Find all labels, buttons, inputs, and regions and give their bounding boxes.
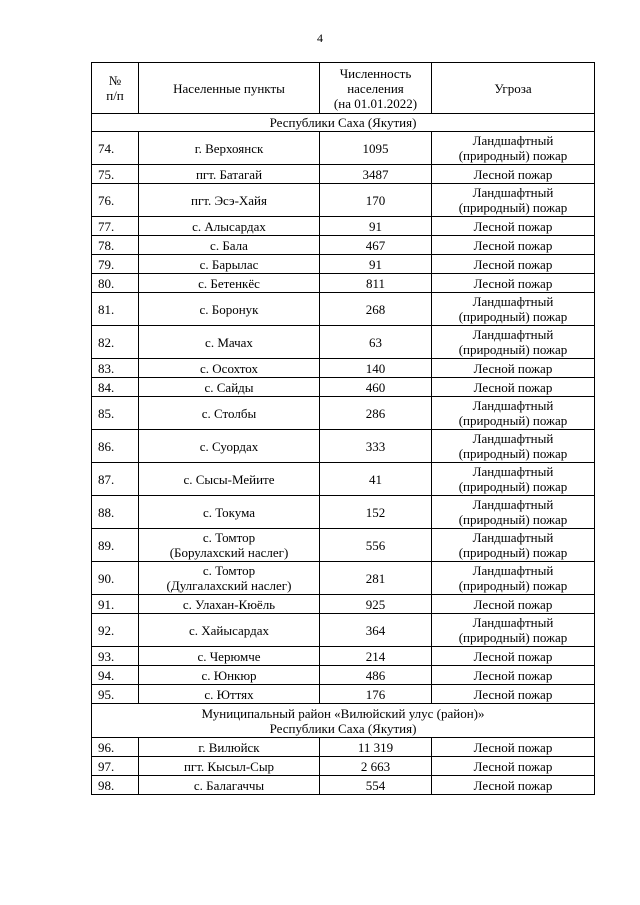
- header-pop-line: (на 01.01.2022): [333, 95, 418, 111]
- row-number: 76.: [92, 184, 139, 217]
- threat-line: (природный) пожар: [458, 200, 568, 215]
- settlement-name: [139, 165, 320, 184]
- threat: [432, 614, 595, 647]
- threat-line: (природный) пожар: [458, 479, 568, 494]
- page-number: 4: [317, 31, 323, 45]
- settlement-name: [139, 326, 320, 359]
- table-row: [92, 463, 595, 496]
- settlement-name-line: с. Бетенкёс: [198, 275, 260, 291]
- settlement-name: [139, 430, 320, 463]
- table-row: [92, 236, 595, 255]
- settlement-name-line: г. Верхоянск: [194, 140, 264, 156]
- threat-line: (природный) пожар: [458, 309, 568, 324]
- settlement-name-line: с. Хайысардах: [188, 622, 270, 638]
- header-name: Населенные пункты: [139, 63, 320, 114]
- threat-line: Лесной пожар: [473, 360, 553, 376]
- population: 364: [320, 614, 432, 647]
- threat-line: (природный) пожар: [458, 148, 568, 163]
- table-row: [92, 685, 595, 704]
- threat-line: Ландшафтный: [472, 497, 554, 512]
- row-number: 80.: [92, 274, 139, 293]
- settlement-name-line: пгт. Эсэ-Хайя: [190, 192, 267, 208]
- settlement-name-line: с. Алысардах: [192, 218, 266, 234]
- row-number: 89.: [92, 529, 139, 562]
- population: 556: [320, 529, 432, 562]
- section-row: [92, 114, 595, 132]
- settlement-name: [139, 529, 320, 562]
- table-header-row: [92, 63, 595, 114]
- population: 170: [320, 184, 432, 217]
- population: 214: [320, 647, 432, 666]
- table-row: [92, 184, 595, 217]
- threat: [432, 647, 595, 666]
- settlement-name-line: с. Балагаччы: [193, 777, 265, 793]
- threat-line: (природный) пожар: [458, 413, 568, 428]
- row-number: 83.: [92, 359, 139, 378]
- threat-line: Ландшафтный: [472, 133, 554, 148]
- settlement-name: [139, 738, 320, 757]
- population: 140: [320, 359, 432, 378]
- table-row: [92, 430, 595, 463]
- threat-line: (природный) пожар: [458, 446, 568, 461]
- header-pop-line: населения: [347, 80, 404, 96]
- threat-line: Ландшафтный: [472, 563, 554, 578]
- row-number: 93.: [92, 647, 139, 666]
- section-title-line: Муниципальный район «Вилюйский улус (район)»: [201, 705, 485, 721]
- settlement-name-line: с. Томтор: [202, 530, 256, 545]
- settlement-name-line: с. Мачах: [205, 334, 253, 350]
- threat-line: Ландшафтный: [472, 530, 554, 545]
- threat-line: Лесной пожар: [473, 667, 553, 683]
- header-pop-line: Численность: [339, 65, 412, 81]
- table-row: [92, 274, 595, 293]
- settlement-name-line: пгт. Кысыл-Сыр: [183, 758, 275, 774]
- threat-line: Лесной пожар: [473, 596, 553, 612]
- settlement-name: [139, 595, 320, 614]
- settlement-name-line: с. Токума: [202, 504, 256, 520]
- settlement-name-line: (Борулахский наслег): [169, 545, 289, 560]
- threat: [432, 359, 595, 378]
- threat-line: Лесной пожар: [473, 275, 553, 291]
- population: 281: [320, 562, 432, 595]
- settlement-name: [139, 293, 320, 326]
- threat: [432, 397, 595, 430]
- table-row: [92, 666, 595, 685]
- population: 333: [320, 430, 432, 463]
- table-row: [92, 529, 595, 562]
- threat-line: Лесной пожар: [473, 686, 553, 702]
- threat-line: Лесной пожар: [473, 648, 553, 664]
- settlement-name-line: с. Барылас: [199, 256, 259, 272]
- population: 11 319: [320, 738, 432, 757]
- settlement-name: [139, 757, 320, 776]
- header-num-line: п/п: [106, 88, 124, 103]
- threat: [432, 595, 595, 614]
- table-row: [92, 595, 595, 614]
- threat: [432, 430, 595, 463]
- row-number: 84.: [92, 378, 139, 397]
- settlement-name: [139, 217, 320, 236]
- population: 91: [320, 255, 432, 274]
- settlement-name-line: с. Юттях: [204, 686, 254, 702]
- population: 554: [320, 776, 432, 795]
- row-number: 86.: [92, 430, 139, 463]
- settlement-name-line: с. Боронук: [199, 301, 259, 317]
- threat: [432, 236, 595, 255]
- population: 91: [320, 217, 432, 236]
- population: 286: [320, 397, 432, 430]
- table-row: [92, 165, 595, 184]
- settlement-name: [139, 647, 320, 666]
- settlement-name-line: г. Вилюйск: [198, 739, 260, 755]
- row-number: 94.: [92, 666, 139, 685]
- threat: [432, 529, 595, 562]
- threat: [432, 274, 595, 293]
- settlement-name: [139, 776, 320, 795]
- population: 2 663: [320, 757, 432, 776]
- settlement-name-line: (Дулгалахский наслег): [166, 578, 292, 593]
- table-row: [92, 255, 595, 274]
- threat-line: Лесной пожар: [473, 218, 553, 234]
- section-title: Республики Саха (Якутия): [92, 114, 595, 132]
- threat: [432, 326, 595, 359]
- population: 1095: [320, 132, 432, 165]
- table-row: [92, 378, 595, 397]
- threat-line: Ландшафтный: [472, 294, 554, 309]
- row-number: 98.: [92, 776, 139, 795]
- threat: [432, 255, 595, 274]
- threat-line: (природный) пожар: [458, 545, 568, 560]
- threat: [432, 685, 595, 704]
- threat: [432, 184, 595, 217]
- population: 268: [320, 293, 432, 326]
- settlement-name: [139, 236, 320, 255]
- threat-line: Лесной пожар: [473, 739, 553, 755]
- threat: [432, 165, 595, 184]
- threat-line: Лесной пожар: [473, 777, 553, 793]
- table-row: [92, 562, 595, 595]
- settlement-name-line: с. Черюмче: [197, 648, 261, 664]
- row-number: 79.: [92, 255, 139, 274]
- threat: [432, 496, 595, 529]
- row-number: 82.: [92, 326, 139, 359]
- table-row: [92, 217, 595, 236]
- population: 486: [320, 666, 432, 685]
- header-population: [320, 63, 432, 114]
- threat-line: Ландшафтный: [472, 615, 554, 630]
- table-row: [92, 132, 595, 165]
- settlement-name: [139, 378, 320, 397]
- row-number: 90.: [92, 562, 139, 595]
- threat-line: (природный) пожар: [458, 578, 568, 593]
- row-number: 78.: [92, 236, 139, 255]
- threat: [432, 293, 595, 326]
- settlement-name: [139, 685, 320, 704]
- threat-line: Лесной пожар: [473, 758, 553, 774]
- population: 460: [320, 378, 432, 397]
- threat-line: Ландшафтный: [472, 185, 554, 200]
- table-row: [92, 359, 595, 378]
- population: 925: [320, 595, 432, 614]
- table-row: [92, 776, 595, 795]
- threat-line: Ландшафтный: [472, 431, 554, 446]
- settlement-name: [139, 132, 320, 165]
- threat: [432, 757, 595, 776]
- population: 467: [320, 236, 432, 255]
- threat: [432, 132, 595, 165]
- row-number: 95.: [92, 685, 139, 704]
- settlement-name-line: пгт. Батагай: [195, 166, 263, 182]
- table-row: [92, 738, 595, 757]
- settlement-name-line: с. Юнкюр: [201, 667, 257, 683]
- threat-line: Ландшафтный: [472, 464, 554, 479]
- settlement-name-line: с. Сайды: [204, 379, 254, 395]
- header-num: [92, 63, 139, 114]
- threat: [432, 378, 595, 397]
- threat-line: (природный) пожар: [458, 342, 568, 357]
- settlement-name: [139, 562, 320, 595]
- row-number: 92.: [92, 614, 139, 647]
- row-number: 87.: [92, 463, 139, 496]
- threat-line: Ландшафтный: [472, 327, 554, 342]
- settlement-name: [139, 614, 320, 647]
- section-row: [92, 704, 595, 738]
- table-row: [92, 326, 595, 359]
- table-row: [92, 647, 595, 666]
- settlement-name: [139, 184, 320, 217]
- row-number: 88.: [92, 496, 139, 529]
- settlement-name-line: с. Столбы: [201, 405, 257, 421]
- settlement-name-line: с. Суордах: [199, 438, 259, 454]
- threat-line: Лесной пожар: [473, 237, 553, 253]
- threat: [432, 666, 595, 685]
- threat: [432, 217, 595, 236]
- population: 41: [320, 463, 432, 496]
- row-number: 96.: [92, 738, 139, 757]
- population: 152: [320, 496, 432, 529]
- threat: [432, 776, 595, 795]
- threat: [432, 562, 595, 595]
- settlement-name: [139, 274, 320, 293]
- settlement-name-line: с. Бала: [210, 237, 248, 253]
- section-title-line: Республики Саха (Якутия): [269, 720, 417, 736]
- table-row: [92, 757, 595, 776]
- row-number: 74.: [92, 132, 139, 165]
- settlement-name: [139, 359, 320, 378]
- threat: [432, 463, 595, 496]
- table-row: [92, 614, 595, 647]
- table-row: [92, 293, 595, 326]
- table-row: [92, 397, 595, 430]
- row-number: 97.: [92, 757, 139, 776]
- settlement-name: [139, 463, 320, 496]
- threat-line: (природный) пожар: [458, 512, 568, 527]
- threat-line: Ландшафтный: [472, 398, 554, 413]
- section-title: [92, 704, 595, 738]
- threat-line: Лесной пожар: [473, 256, 553, 272]
- threat-line: (природный) пожар: [458, 630, 568, 645]
- threat-line: Лесной пожар: [473, 379, 553, 395]
- population: 3487: [320, 165, 432, 184]
- threat: [432, 738, 595, 757]
- settlement-name-line: с. Томтор: [202, 563, 256, 578]
- settlement-name: [139, 666, 320, 685]
- population: 176: [320, 685, 432, 704]
- row-number: 81.: [92, 293, 139, 326]
- settlement-name-line: с. Сысы-Мейите: [183, 471, 275, 487]
- population: 811: [320, 274, 432, 293]
- settlement-name-line: с. Осохтох: [200, 360, 258, 376]
- settlements-table: [91, 62, 595, 795]
- settlement-name: [139, 496, 320, 529]
- header-num-line: №: [108, 73, 122, 88]
- threat-line: Лесной пожар: [473, 166, 553, 182]
- settlement-name-line: с. Улахан-Кюёль: [182, 596, 276, 612]
- table-row: [92, 496, 595, 529]
- row-number: 91.: [92, 595, 139, 614]
- population: 63: [320, 326, 432, 359]
- settlement-name: [139, 255, 320, 274]
- row-number: 77.: [92, 217, 139, 236]
- header-threat: Угроза: [432, 63, 595, 114]
- settlement-name: [139, 397, 320, 430]
- row-number: 85.: [92, 397, 139, 430]
- row-number: 75.: [92, 165, 139, 184]
